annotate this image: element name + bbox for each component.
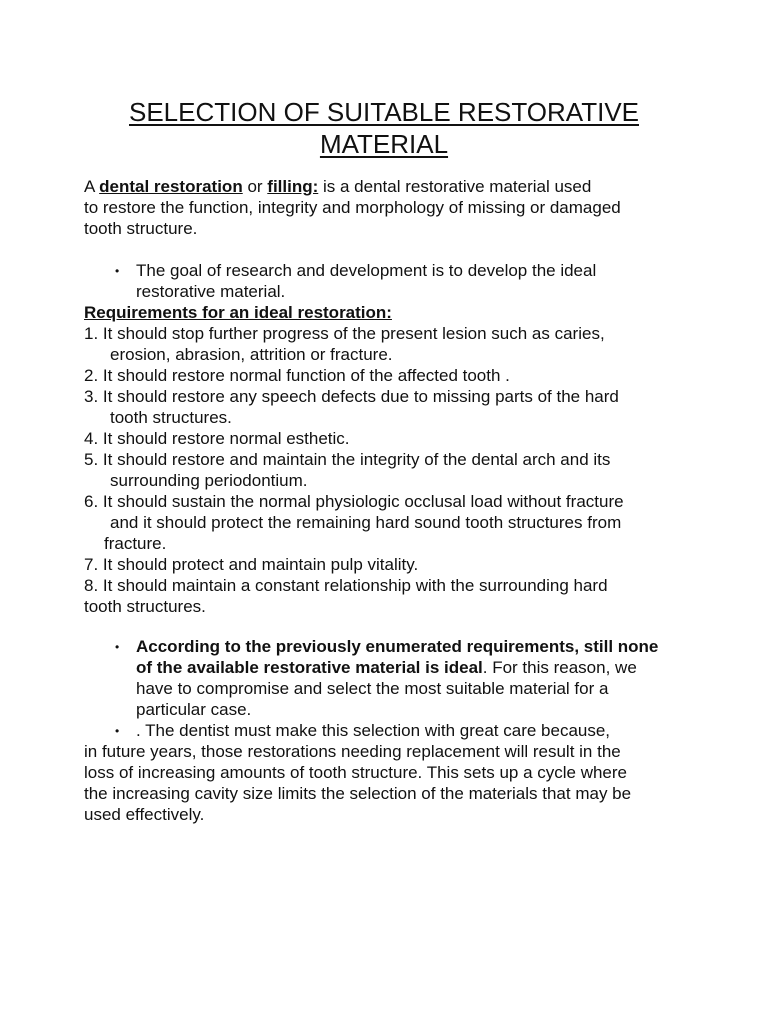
goal-line-2: restorative material. <box>136 282 286 301</box>
requirement-line: 5. It should restore and maintain the integrity of the dental arch and its <box>84 450 611 469</box>
requirement-line: tooth structures. <box>84 597 206 616</box>
conclusion-line-4: particular case. <box>136 700 252 719</box>
conclusion-rest-2: . For this reason, we <box>482 658 637 677</box>
requirement-line: 7. It should protect and maintain pulp vitality. <box>84 555 419 574</box>
requirement-line: tooth structures. <box>110 408 232 427</box>
conclusion-line-3: have to compromise and select the most suitable material for a <box>136 679 609 698</box>
title-line-2: MATERIAL <box>319 129 449 159</box>
term-dental-restoration: dental restoration <box>99 177 243 196</box>
bullet-dot: • <box>115 640 120 654</box>
conclusion-line-8: the increasing cavity size limits the selection of the materials that may be <box>84 784 632 803</box>
requirements-heading: Requirements for an ideal restoration: <box>84 303 392 322</box>
term-filling: filling: <box>267 177 319 196</box>
intro-or: or <box>242 177 268 196</box>
requirement-line: 4. It should restore normal esthetic. <box>84 429 350 448</box>
intro-article: A <box>84 177 100 196</box>
bullet-dot: • <box>115 724 120 738</box>
goal-line-1: The goal of research and development is to develop the ideal <box>136 261 597 280</box>
conclusion-line-2 <box>136 657 637 678</box>
requirement-line: 6. It should sustain the normal physiologic occlusal load without fracture <box>84 492 624 511</box>
requirement-line: 8. It should maintain a constant relationship with the surrounding hard <box>84 576 608 595</box>
bullet-dot: • <box>115 264 120 278</box>
conclusion-line-7: loss of increasing amounts of tooth structure. This sets up a cycle where <box>84 763 628 782</box>
requirement-line: 3. It should restore any speech defects due to missing parts of the hard <box>84 387 619 406</box>
requirement-line: 2. It should restore normal function of the affected tooth . <box>84 366 510 385</box>
requirement-line: fracture. <box>104 534 167 553</box>
conclusion-line-5: . The dentist must make this selection with great care because, <box>136 721 611 740</box>
conclusion-bold-2: of the available restorative material is ideal <box>136 658 483 677</box>
conclusion-bold-line-1: According to the previously enumerated requirements, still none <box>136 637 659 656</box>
intro-definition: is a dental restorative material used <box>318 177 592 196</box>
requirement-line: and it should protect the remaining hard sound tooth structures from <box>110 513 622 532</box>
requirement-line: surrounding periodontium. <box>110 471 308 490</box>
intro-line-2: to restore the function, integrity and morphology of missing or damaged <box>84 198 621 217</box>
requirement-line: erosion, abrasion, attrition or fracture. <box>110 345 393 364</box>
intro-line-1 <box>84 176 591 197</box>
conclusion-line-6: in future years, those restorations needing replacement will result in the <box>84 742 621 761</box>
title-line-1: SELECTION OF SUITABLE RESTORATIVE <box>129 97 639 127</box>
requirement-line: 1. It should stop further progress of the present lesion such as caries, <box>84 324 605 343</box>
conclusion-line-9: used effectively. <box>84 805 205 824</box>
page-title <box>84 96 684 160</box>
intro-line-3: tooth structure. <box>84 219 198 238</box>
